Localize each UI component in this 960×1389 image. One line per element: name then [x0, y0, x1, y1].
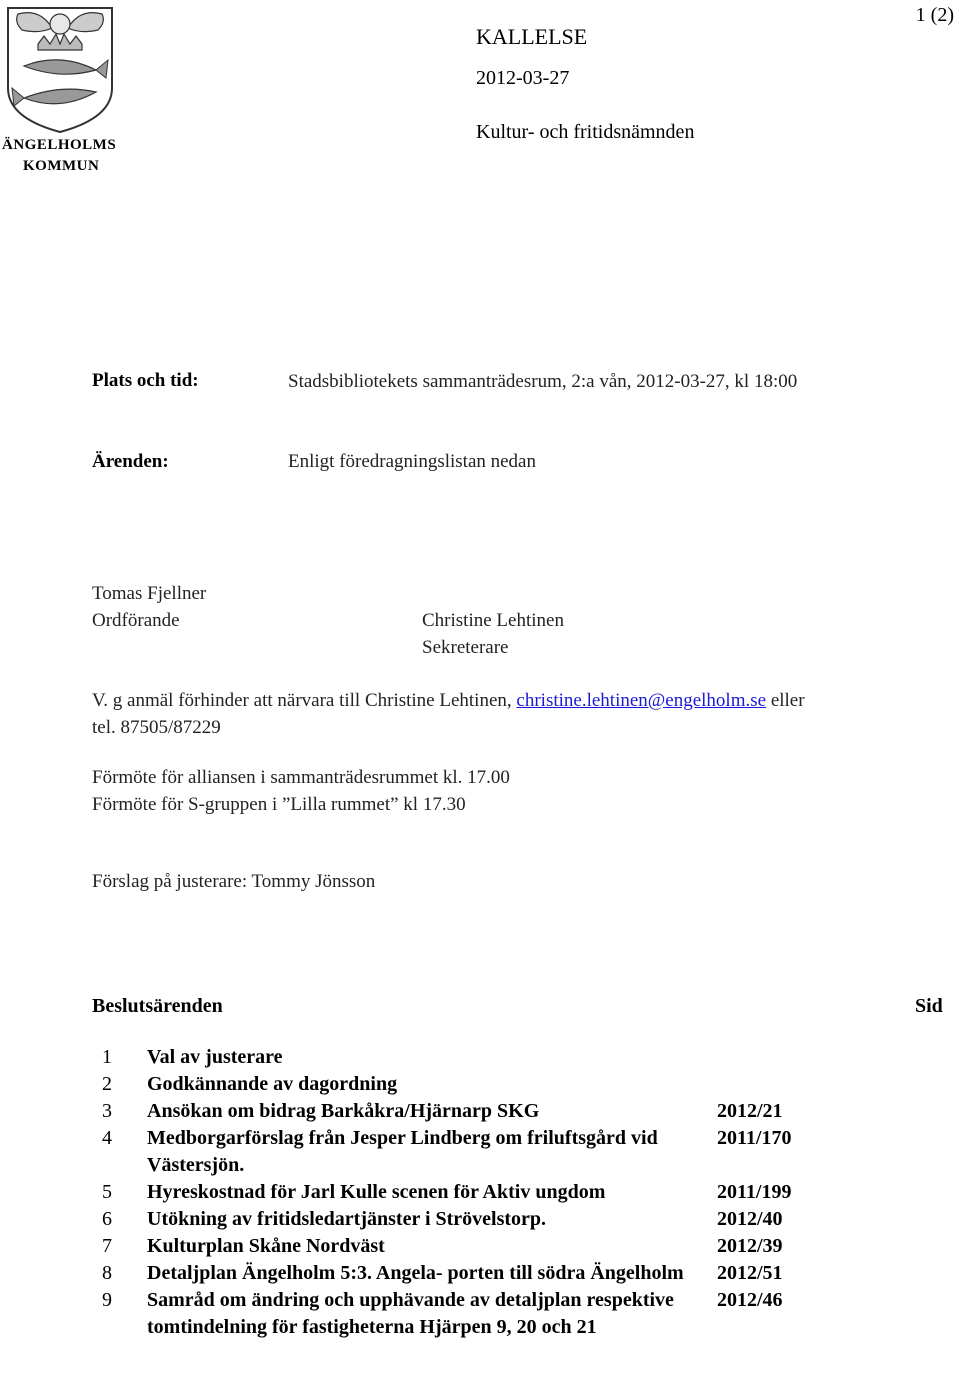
document-type: KALLELSE [476, 24, 588, 49]
agenda-item-number: 3 [102, 1100, 112, 1122]
logo-text-line1: ÄNGELHOLMS [2, 137, 117, 153]
agenda-item-number: 4 [102, 1127, 112, 1149]
chair-name: Tomas Fjellner [92, 583, 207, 604]
agenda-item-title: Samråd om ändring och upphävande av detaljplan respektive tomtindelning för fastigheterna Hjärpen 9, 20 och 21 [147, 1289, 674, 1338]
premeeting-alliance: Förmöte för alliansen i sammanträdesrummet kl. 17.00 [92, 767, 510, 788]
agenda-item [102, 1287, 862, 1341]
agenda-item-title: Utökning av fritidsledartjänster i Strövelstorp. [147, 1208, 547, 1230]
agenda-item [102, 1044, 862, 1071]
agenda-item [102, 1179, 862, 1206]
matters-value: Enligt föredragningslistan nedan [288, 451, 536, 472]
place-label: Plats och tid: [92, 370, 199, 391]
agenda-item-reference: 2011/170 [717, 1127, 792, 1149]
agenda-item-number: 2 [102, 1073, 112, 1095]
agenda-item-reference: 2012/51 [717, 1262, 783, 1284]
chair-role: Ordförande [92, 610, 180, 631]
matters-label: Ärenden: [92, 451, 169, 472]
page-indicator: 1 (2) [915, 4, 954, 26]
agenda-item [102, 1098, 862, 1125]
document-date: 2012-03-27 [476, 67, 570, 89]
logo-text-line2: KOMMUN [23, 158, 100, 174]
secretary-role: Sekreterare [422, 637, 509, 658]
agenda-item-reference: 2012/39 [717, 1235, 783, 1257]
agenda-item [102, 1233, 862, 1260]
secretary-name: Christine Lehtinen [422, 610, 564, 631]
agenda-item-title: Kulturplan Skåne Nordväst [147, 1235, 385, 1257]
agenda-item-number: 7 [102, 1235, 112, 1257]
municipality-logo [0, 0, 120, 178]
absence-notice-suffix: eller [766, 690, 805, 711]
agenda-item-reference: 2012/40 [717, 1208, 783, 1230]
email-link[interactable]: christine.lehtinen@engelholm.se [516, 690, 767, 711]
adjuster-proposal: Förslag på justerare: Tommy Jönsson [92, 871, 376, 892]
agenda-heading: Beslutsärenden [92, 995, 223, 1017]
agenda-item-number: 6 [102, 1208, 112, 1230]
place-value: Stadsbibliotekets sammanträdesrum, 2:a vån, 2012-03-27, kl 18:00 [288, 371, 798, 392]
agenda-item-number: 9 [102, 1289, 112, 1311]
agenda-item-title: Godkännande av dagordning [147, 1073, 398, 1095]
agenda-item-title: Hyreskostnad för Jarl Kulle scenen för Aktiv ungdom [147, 1181, 606, 1203]
phone-line: tel. 87505/87229 [92, 717, 221, 738]
premeeting-s-group: Förmöte för S-gruppen i ”Lilla rummet” kl 17.30 [92, 794, 466, 815]
absence-notice-prefix: V. g anmäl förhinder att närvara till Christine Lehtinen, [92, 690, 517, 711]
agenda-item-reference: 2012/46 [717, 1289, 783, 1311]
agenda-item [102, 1206, 862, 1233]
agenda-item-reference: 2012/21 [717, 1100, 783, 1122]
page-column-heading: Sid [915, 995, 943, 1017]
agenda-list [102, 1044, 862, 1341]
absence-notice [92, 690, 805, 712]
agenda-item-title: Detaljplan Ängelholm 5:3. Angela- porten till södra Ängelholm [147, 1262, 684, 1284]
agenda-item-title: Ansökan om bidrag Barkåkra/Hjärnarp SKG [147, 1100, 540, 1122]
agenda-item [102, 1071, 862, 1098]
agenda-item-title: Medborgarförslag från Jesper Lindberg om friluftsgård vid Västersjön. [147, 1127, 658, 1176]
agenda-item-reference: 2011/199 [717, 1181, 792, 1203]
agenda-item-number: 5 [102, 1181, 112, 1203]
agenda-item-title: Val av justerare [147, 1046, 283, 1068]
committee-name: Kultur- och fritidsnämnden [476, 121, 695, 143]
agenda-item [102, 1125, 862, 1179]
coat-of-arms-icon [0, 0, 120, 135]
agenda-item-number: 8 [102, 1262, 112, 1284]
agenda-item-number: 1 [102, 1046, 112, 1068]
agenda-item [102, 1260, 862, 1287]
